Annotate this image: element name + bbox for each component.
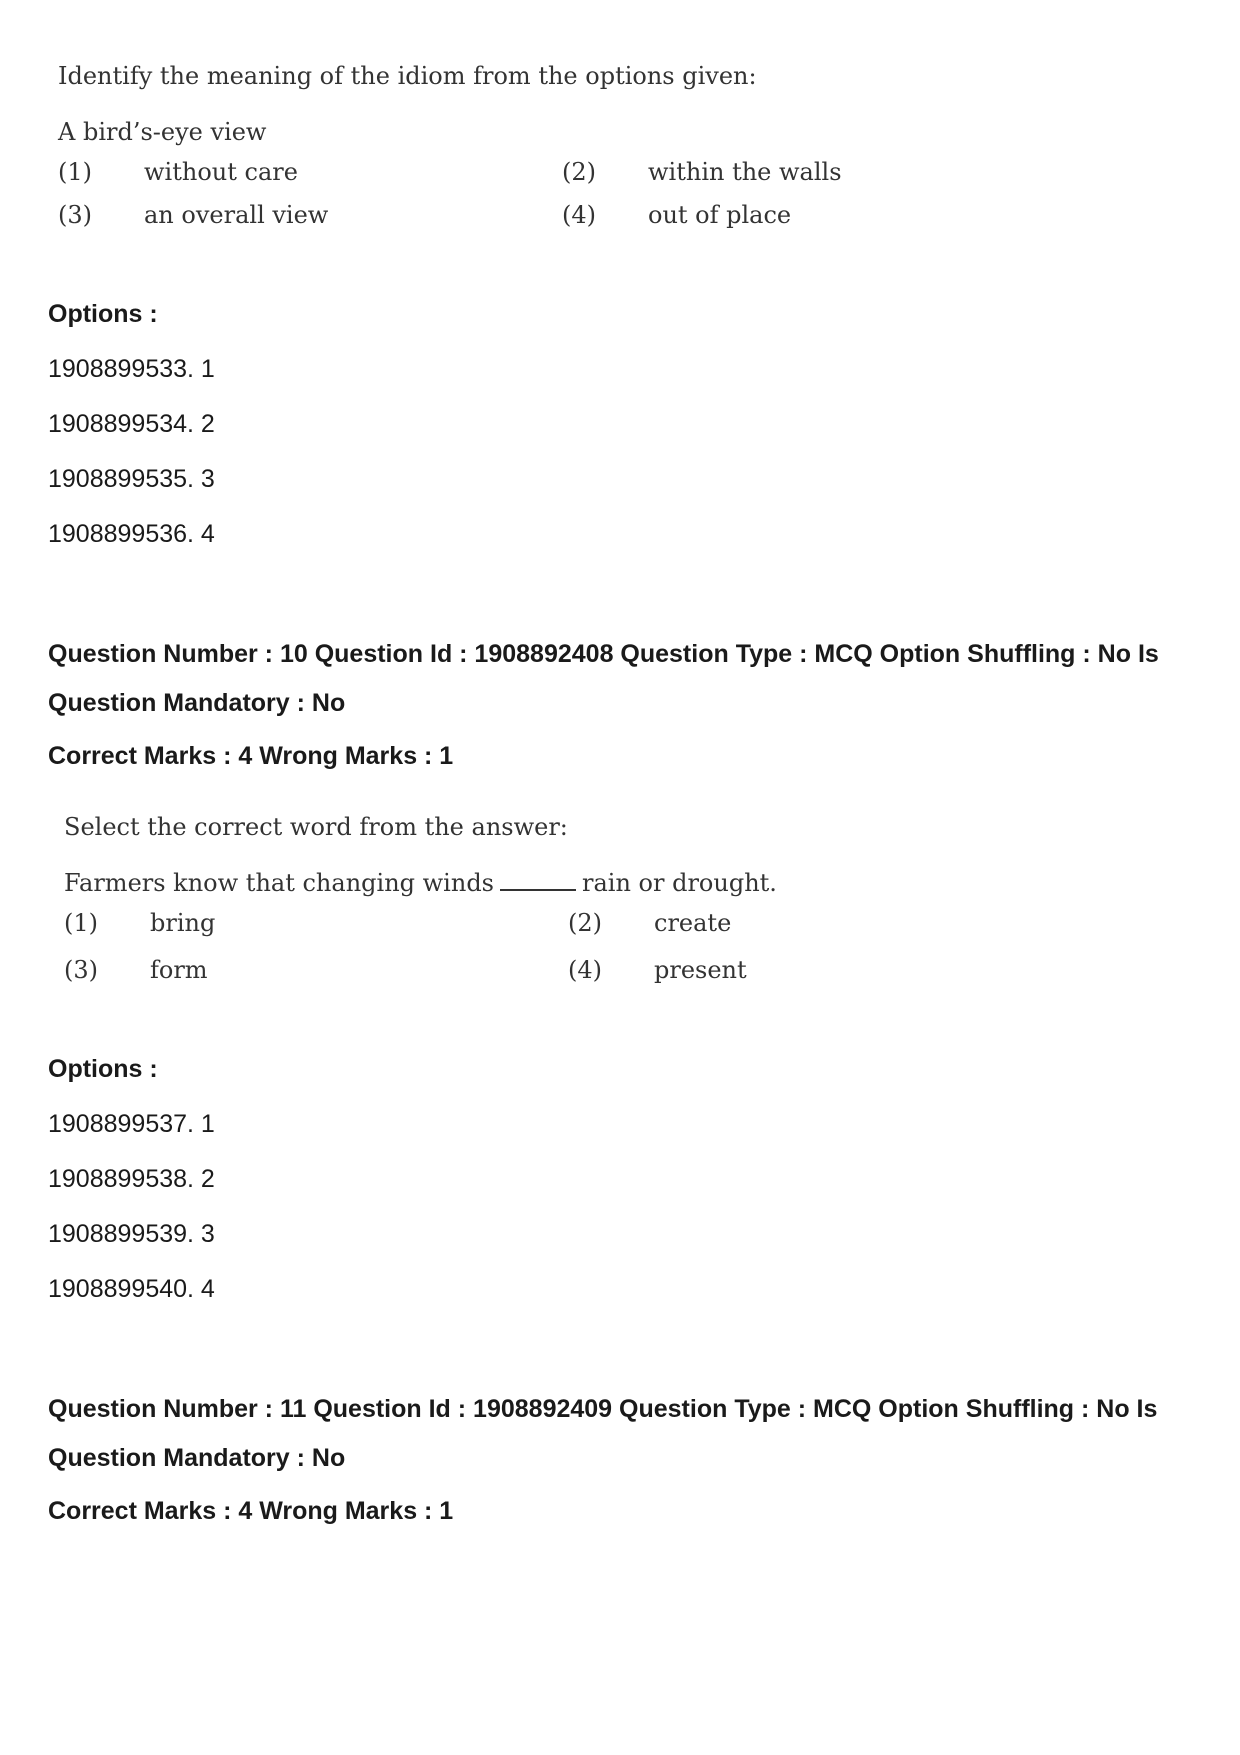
choice-text: out of place [648, 201, 792, 229]
choice-grid [58, 157, 842, 249]
question-header: Question Number : 11 Question Id : 1908892409 Question Type : MCQ Option Shuffling : No Is Question Mandatory : No [48, 1395, 1158, 1472]
sentence-start: Farmers know that changing winds [64, 869, 494, 897]
options-label: Options : [48, 300, 158, 328]
option-item: 1908899534. 2 [48, 410, 215, 438]
choice-number: (4) [562, 201, 596, 229]
idiom-phrase: A bird’s-eye view [58, 118, 267, 146]
choice-text: an overall view [144, 201, 329, 229]
choice-text: within the walls [648, 158, 842, 186]
question-stem: Identify the meaning of the idiom from the options given: [58, 62, 757, 90]
choice-grid [64, 908, 824, 1000]
option-item: 1908899537. 1 [48, 1110, 215, 1138]
sentence-end: rain or drought. [582, 869, 777, 897]
option-item: 1908899540. 4 [48, 1275, 215, 1303]
question-sentence [64, 868, 824, 898]
choice-number: (2) [568, 909, 602, 937]
choice-number: (3) [58, 201, 92, 229]
option-item: 1908899539. 3 [48, 1220, 215, 1248]
question-9-image [58, 61, 842, 249]
choice-number: (3) [64, 956, 98, 984]
choice-text: bring [150, 909, 216, 937]
choice-number: (1) [64, 909, 98, 937]
choice-number: (2) [562, 158, 596, 186]
question-header: Question Number : 10 Question Id : 1908892408 Question Type : MCQ Option Shuffling : No Is Question Mandatory : No [48, 640, 1159, 717]
option-item: 1908899533. 1 [48, 355, 215, 383]
option-item: 1908899538. 2 [48, 1165, 215, 1193]
marks-line: Correct Marks : 4 Wrong Marks : 1 [48, 742, 454, 770]
choice-text: present [654, 956, 747, 984]
choice-number: (4) [568, 956, 602, 984]
options-label: Options : [48, 1055, 158, 1083]
choice-text: without care [144, 158, 298, 186]
option-item: 1908899536. 4 [48, 520, 215, 548]
question-stem: Select the correct word from the answer: [64, 813, 568, 841]
option-item: 1908899535. 3 [48, 465, 215, 493]
choice-text: create [654, 909, 732, 937]
question-10-image [64, 812, 824, 1000]
choice-text: form [150, 956, 208, 984]
answer-blank [500, 869, 576, 891]
marks-line: Correct Marks : 4 Wrong Marks : 1 [48, 1497, 454, 1525]
choice-number: (1) [58, 158, 92, 186]
